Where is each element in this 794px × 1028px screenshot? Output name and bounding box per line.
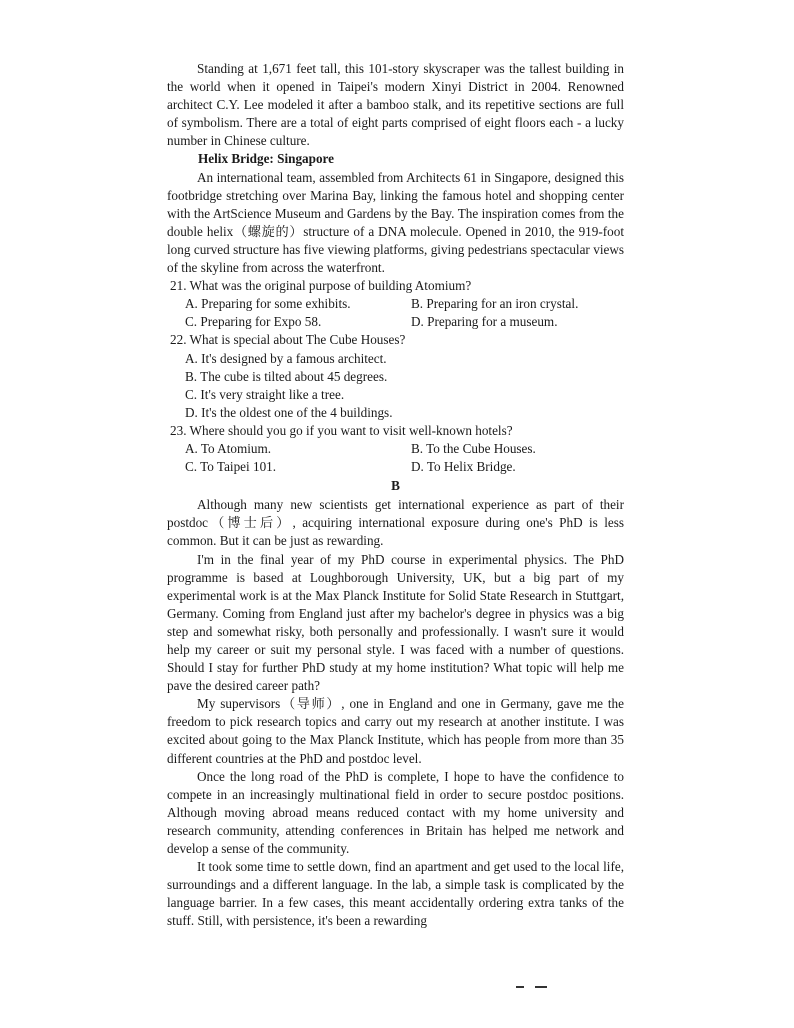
question-stem: 23. Where should you go if you want to visit well-known hotels?: [170, 422, 513, 438]
options-grid: [167, 295, 624, 331]
question-21: [167, 277, 624, 331]
section-b-paragraph: Once the long road of the PhD is complete, I hope to have the confidence to compete in an increasingly multinational field in order to secure postdoc positions. Although moving abroad means reduced contact with my home university and research community, attending conferences in Britain has helped me network and develop a sense of the community.: [167, 768, 624, 857]
question-23: [167, 422, 624, 476]
question-22: [167, 331, 624, 421]
section-b-letter: B: [391, 478, 400, 494]
option-b: B. To the Cube Houses.: [411, 440, 536, 456]
options-list: [167, 350, 624, 422]
scan-mark: [516, 986, 524, 988]
option-a: A. It's designed by a famous architect.: [185, 350, 387, 366]
option-a: A. Preparing for some exhibits.: [185, 296, 351, 312]
option-c: C. It's very straight like a tree.: [185, 386, 345, 402]
section-b-paragraph: It took some time to settle down, find an apartment and get used to the local life, surroundings and a different language. In the lab, a simple task is complicated by the language barrier. In a few cases, this meant accidentally ordering extra tanks of the stuff. Still, with persistence, it's been a rewarding: [167, 859, 624, 929]
option-d: D. Preparing for a museum.: [411, 314, 558, 330]
section-b-paragraph: My supervisors（导师）, one in England and one in Germany, gave me the freedom to pick research topics and carry out my research at another institute. I was excited about going to the Max Planck Institute, which has people from more than 35 different countries at the PhD and postdoc level.: [167, 696, 624, 766]
question-stem: 22. What is special about The Cube Houses?: [170, 332, 406, 348]
option-c: C. To Taipei 101.: [185, 459, 277, 475]
option-c: C. Preparing for Expo 58.: [185, 314, 322, 330]
option-b: B. Preparing for an iron crystal.: [411, 296, 579, 312]
section-b-paragraph: I'm in the final year of my PhD course in experimental physics. The PhD programme is based at Loughborough University, UK, but a big part of my experimental work is at the Max Planck Institute for Solid State Research in Stuttgart, Germany. Coming from England just after my bachelor's degree in physics was a big step and somewhat risky, both personally and professionally. I wasn't sure it would help my career or suit my personal style. I was faced with a number of questions. Should I stay for further PhD study at my home institution? What topic will help me pave the desired career path?: [167, 551, 624, 694]
option-d: D. To Helix Bridge.: [411, 459, 516, 475]
helix-bridge-paragraph: An international team, assembled from Architects 61 in Singapore, designed this footbridge stretching over Marina Bay, linking the famous hotel and shopping center with the ArtScience Museum and Gardens by the Bay. The inspiration comes from the double helix（螺旋的）structure of a DNA molecule. Opened in 2010, the 919-foot long curved structure has five viewing platforms, giving pedestrians spectacular views of the skyline from across the waterfront.: [167, 169, 624, 276]
question-stem: 21. What was the original purpose of building Atomium?: [170, 278, 472, 294]
option-d: D. It's the oldest one of the 4 buildings.: [185, 404, 393, 420]
options-grid: [167, 440, 624, 476]
option-a: A. To Atomium.: [185, 440, 272, 456]
helix-bridge-heading: Helix Bridge: Singapore: [198, 151, 335, 167]
scan-mark: [535, 986, 547, 988]
section-b-paragraph: Although many new scientists get international experience as part of their postdoc（博士后）, acquiring international exposure during one's PhD is less common. But it can be just as rewarding.: [167, 497, 624, 549]
taipei-paragraph: Standing at 1,671 feet tall, this 101-story skyscraper was the tallest building in the world when it opened in Taipei's modern Xinyi District in 2004. Renowned architect C.Y. Lee modeled it after a bamboo stalk, and its repetitive sections are full of symbolism. There are a total of eight parts comprised of eight floors each - a lucky number in Chinese culture.: [167, 61, 624, 149]
option-b: B. The cube is tilted about 45 degrees.: [185, 368, 388, 384]
